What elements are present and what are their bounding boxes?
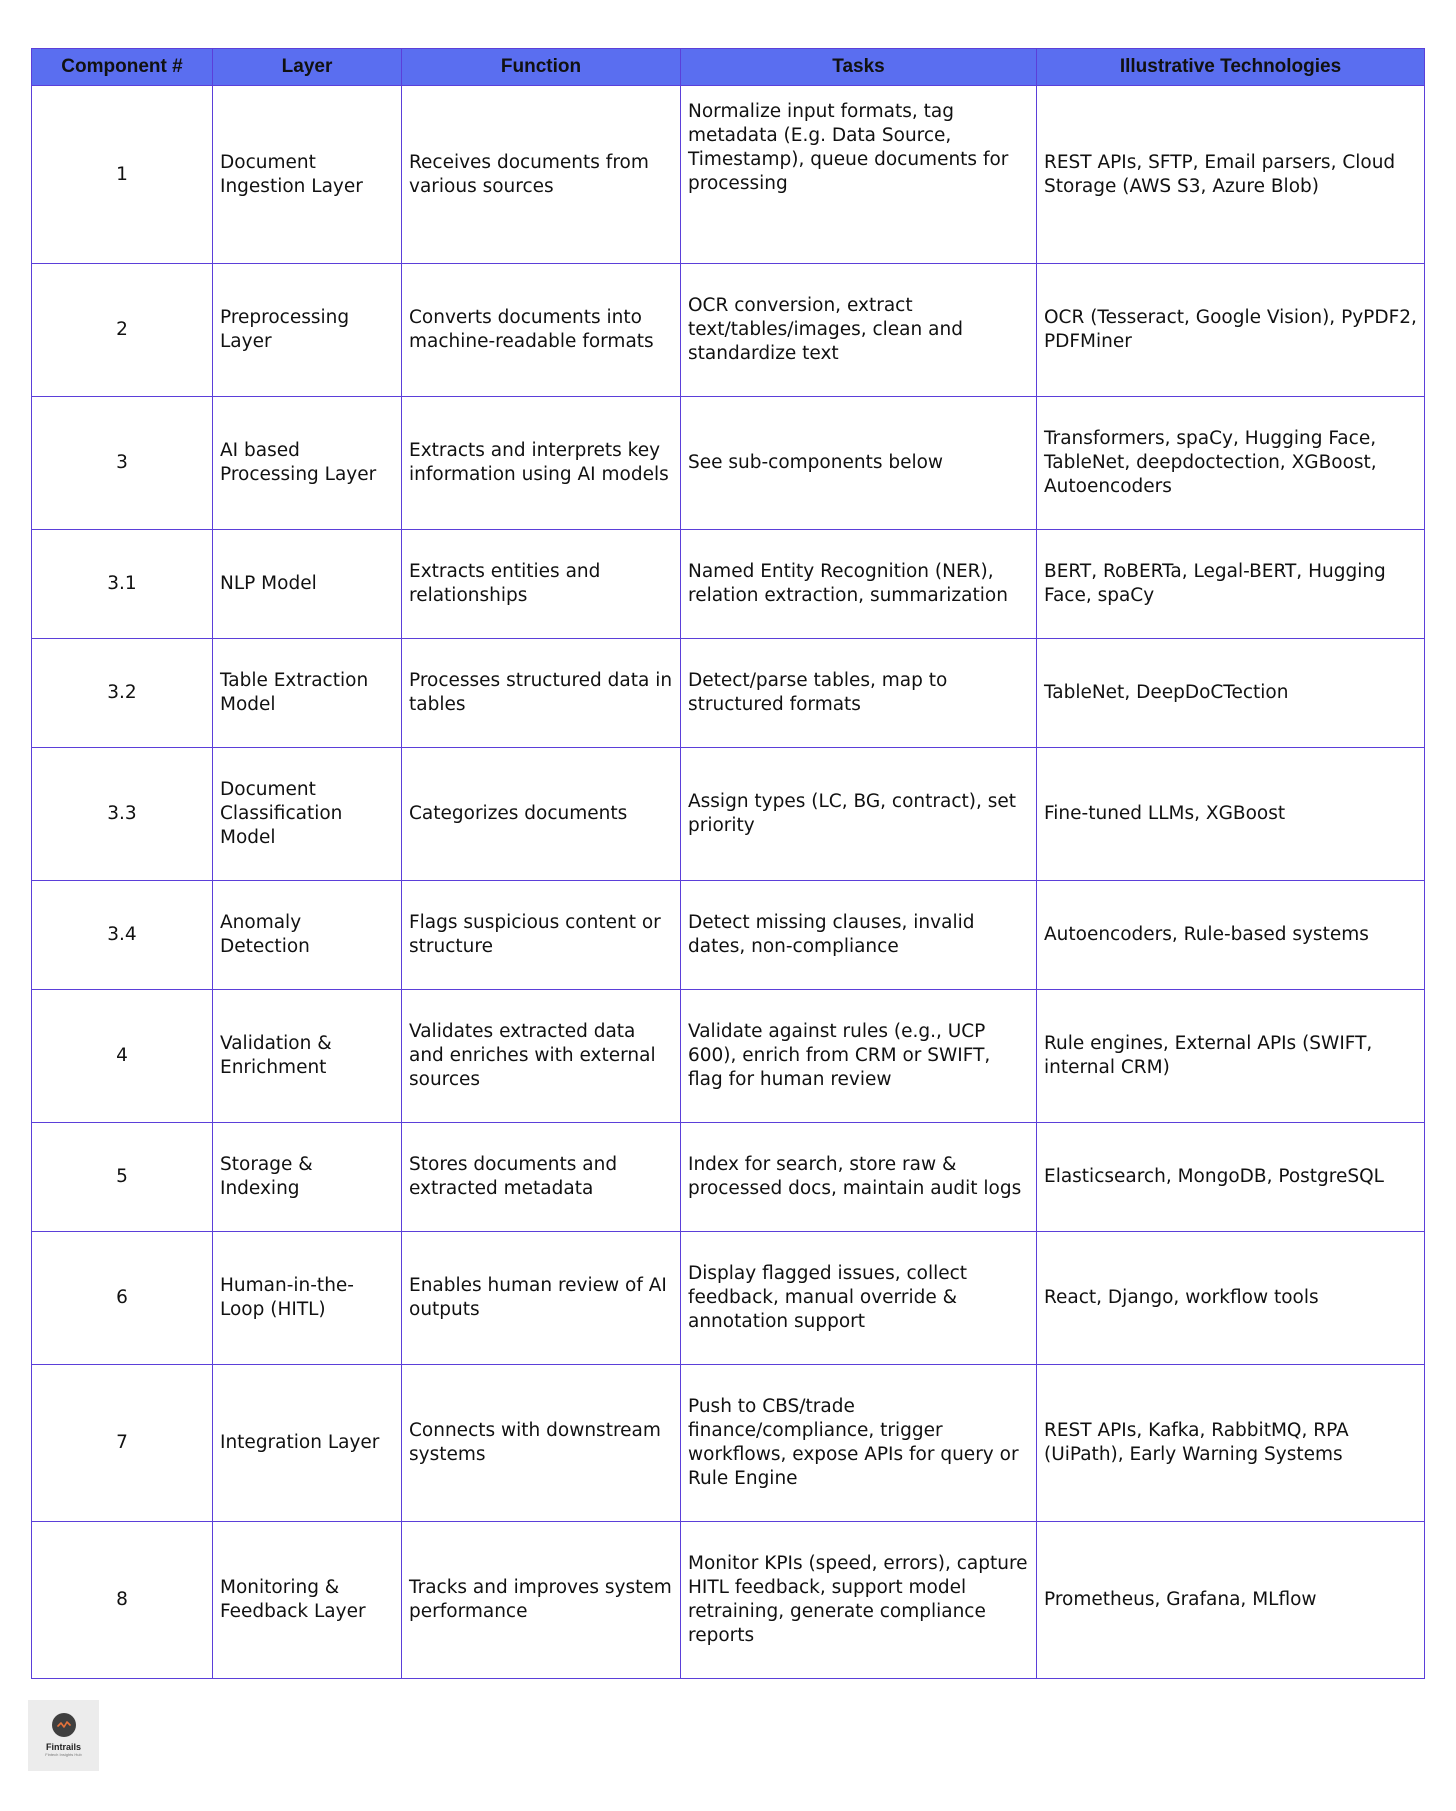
tasks-cell: Detect/parse tables, map to structured formats [681, 639, 1037, 748]
function-cell: Receives documents from various sources [402, 86, 681, 264]
table-row [32, 86, 1425, 264]
component-number: 3.4 [32, 881, 213, 990]
technologies-cell: Rule engines, External APIs (SWIFT, internal CRM) [1037, 990, 1425, 1123]
function-cell: Connects with downstream systems [402, 1365, 681, 1522]
table-header-row [32, 49, 1425, 86]
tasks-cell: Assign types (LC, BG, contract), set priority [681, 748, 1037, 881]
tasks-cell: Validate against rules (e.g., UCP 600), enrich from CRM or SWIFT, flag for human review [681, 990, 1037, 1123]
layer-cell: AI based Processing Layer [213, 397, 402, 530]
technologies-cell: React, Django, workflow tools [1037, 1232, 1425, 1365]
tasks-cell: Display flagged issues, collect feedback, manual override & annotation support [681, 1232, 1037, 1365]
layer-cell: Validation & Enrichment [213, 990, 402, 1123]
logo-tagline: Fintech Insights Hub [45, 1752, 82, 1757]
function-cell: Converts documents into machine-readable formats [402, 264, 681, 397]
function-cell: Enables human review of AI outputs [402, 1232, 681, 1365]
technologies-cell: BERT, RoBERTa, Legal-BERT, Hugging Face, spaCy [1037, 530, 1425, 639]
tasks-cell: Detect missing clauses, invalid dates, non-compliance [681, 881, 1037, 990]
component-number: 1 [32, 86, 213, 264]
technologies-cell: Elasticsearch, MongoDB, PostgreSQL [1037, 1123, 1425, 1232]
layer-cell: Preprocessing Layer [213, 264, 402, 397]
component-number: 4 [32, 990, 213, 1123]
tasks-cell: Monitor KPIs (speed, errors), capture HITL feedback, support model retraining, generate compliance reports [681, 1522, 1037, 1679]
header-function: Function [402, 49, 681, 86]
table-row [32, 1522, 1425, 1679]
tasks-cell: See sub-components below [681, 397, 1037, 530]
technologies-cell: REST APIs, Kafka, RabbitMQ, RPA (UiPath), Early Warning Systems [1037, 1365, 1425, 1522]
function-cell: Tracks and improves system performance [402, 1522, 681, 1679]
layer-cell: Storage & Indexing [213, 1123, 402, 1232]
function-cell: Flags suspicious content or structure [402, 881, 681, 990]
function-cell: Categorizes documents [402, 748, 681, 881]
architecture-table [31, 48, 1425, 1679]
technologies-cell: Autoencoders, Rule-based systems [1037, 881, 1425, 990]
component-number: 6 [32, 1232, 213, 1365]
layer-cell: Document Classification Model [213, 748, 402, 881]
function-cell: Validates extracted data and enriches with external sources [402, 990, 681, 1123]
layer-cell: NLP Model [213, 530, 402, 639]
function-cell: Processes structured data in tables [402, 639, 681, 748]
architecture-table-container [31, 48, 1424, 1679]
component-number: 2 [32, 264, 213, 397]
component-number: 8 [32, 1522, 213, 1679]
function-cell: Extracts entities and relationships [402, 530, 681, 639]
component-number: 3 [32, 397, 213, 530]
technologies-cell: Fine-tuned LLMs, XGBoost [1037, 748, 1425, 881]
technologies-cell: Transformers, spaCy, Hugging Face, TableNet, deepdoctection, XGBoost, Autoencoders [1037, 397, 1425, 530]
tasks-cell: Index for search, store raw & processed docs, maintain audit logs [681, 1123, 1037, 1232]
technologies-cell: TableNet, DeepDoCTection [1037, 639, 1425, 748]
header-layer: Layer [213, 49, 402, 86]
function-cell: Stores documents and extracted metadata [402, 1123, 681, 1232]
table-row [32, 748, 1425, 881]
component-number: 7 [32, 1365, 213, 1522]
table-row [32, 1123, 1425, 1232]
tasks-cell: OCR conversion, extract text/tables/images, clean and standardize text [681, 264, 1037, 397]
tasks-cell: Normalize input formats, tag metadata (E.g. Data Source, Timestamp), queue documents for processing [681, 86, 1037, 264]
table-row [32, 990, 1425, 1123]
table-row [32, 1232, 1425, 1365]
layer-cell: Anomaly Detection [213, 881, 402, 990]
layer-cell: Integration Layer [213, 1365, 402, 1522]
layer-cell: Document Ingestion Layer [213, 86, 402, 264]
header-technologies: Illustrative Technologies [1037, 49, 1425, 86]
layer-cell: Monitoring & Feedback Layer [213, 1522, 402, 1679]
table-row [32, 639, 1425, 748]
function-cell: Extracts and interprets key information using AI models [402, 397, 681, 530]
component-number: 3.1 [32, 530, 213, 639]
table-row [32, 264, 1425, 397]
header-component-number: Component # [32, 49, 213, 86]
tasks-cell: Named Entity Recognition (NER), relation extraction, summarization [681, 530, 1037, 639]
table-row [32, 397, 1425, 530]
technologies-cell: Prometheus, Grafana, MLflow [1037, 1522, 1425, 1679]
logo-mark-icon [52, 1713, 76, 1737]
component-number: 3.3 [32, 748, 213, 881]
table-row [32, 1365, 1425, 1522]
layer-cell: Human-in-the-Loop (HITL) [213, 1232, 402, 1365]
table-row [32, 530, 1425, 639]
tasks-cell: Push to CBS/trade finance/compliance, trigger workflows, expose APIs for query or Rule Engine [681, 1365, 1037, 1522]
header-tasks: Tasks [681, 49, 1037, 86]
table-row [32, 881, 1425, 990]
fintrails-logo [28, 1700, 99, 1771]
technologies-cell: REST APIs, SFTP, Email parsers, Cloud Storage (AWS S3, Azure Blob) [1037, 86, 1425, 264]
component-number: 5 [32, 1123, 213, 1232]
component-number: 3.2 [32, 639, 213, 748]
chart-line-icon [57, 1720, 71, 1730]
layer-cell: Table Extraction Model [213, 639, 402, 748]
logo-name: Fintrails [45, 1742, 81, 1752]
technologies-cell: OCR (Tesseract, Google Vision), PyPDF2, PDFMiner [1037, 264, 1425, 397]
